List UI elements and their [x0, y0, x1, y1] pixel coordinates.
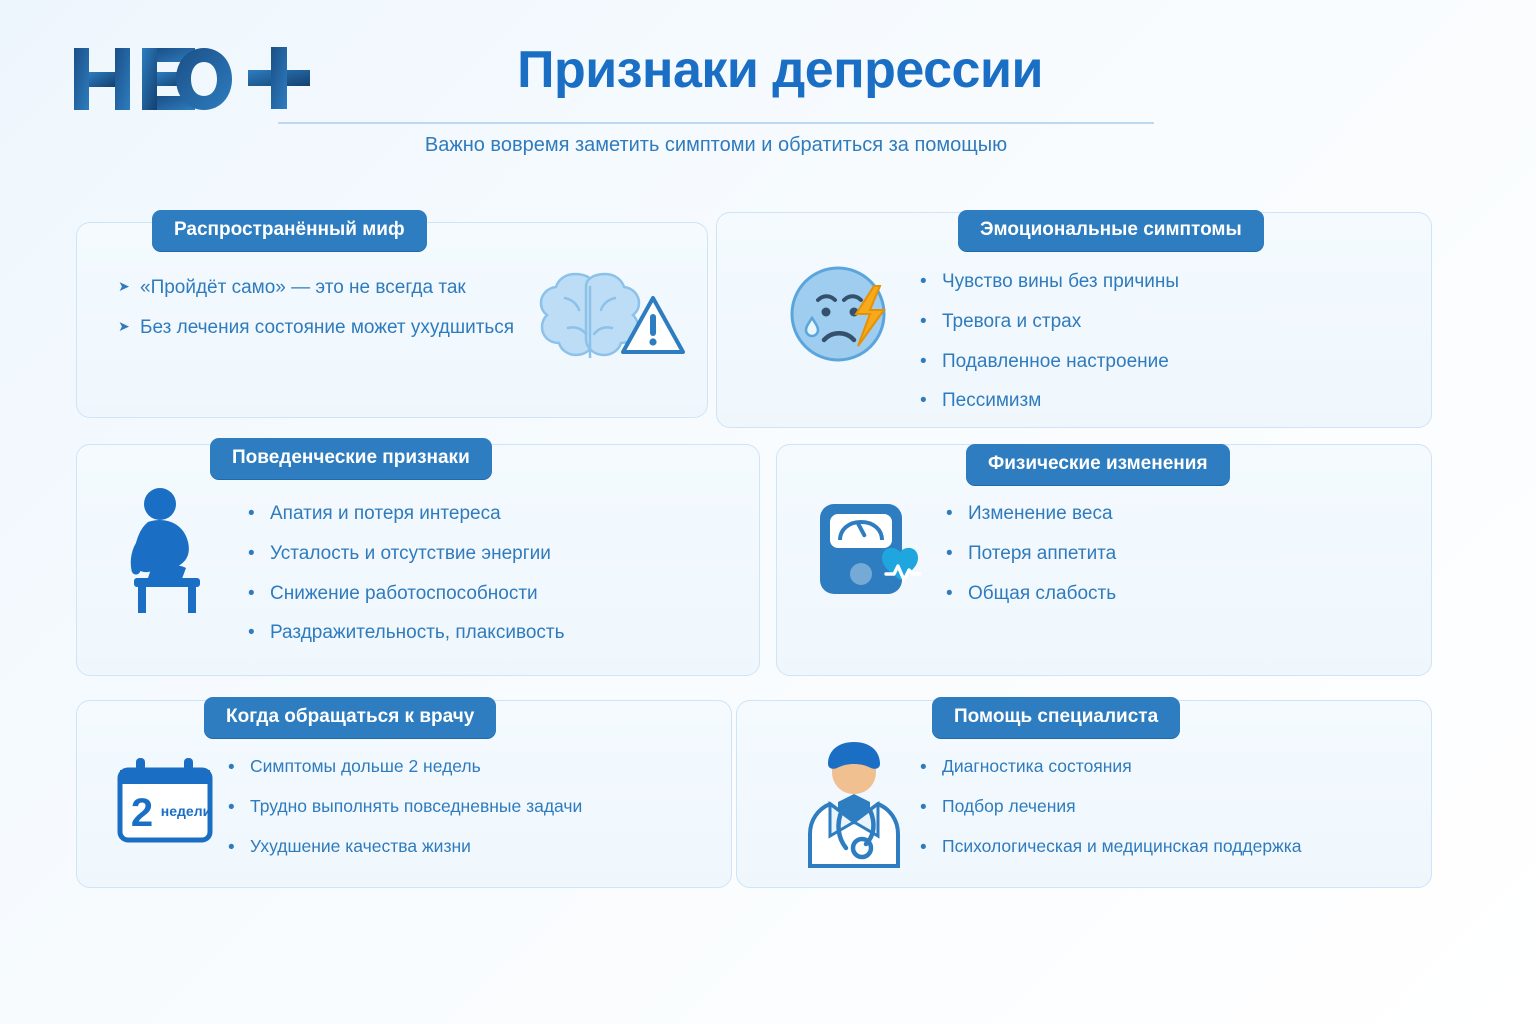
- dot-bullet-icon: •: [248, 622, 255, 644]
- list-item-label: Пессимизм: [942, 390, 1042, 412]
- dot-bullet-icon: •: [920, 350, 927, 372]
- bullet-list-myth: [118, 276, 514, 356]
- list-item: [920, 796, 1302, 820]
- card-title-help: Помощь специалиста: [932, 697, 1180, 738]
- list-item: [118, 316, 514, 340]
- dot-bullet-icon: •: [920, 836, 927, 858]
- bullet-list-when: [228, 756, 582, 875]
- list-item: [228, 796, 582, 820]
- dot-bullet-icon: •: [228, 757, 235, 778]
- dot-bullet-icon: •: [920, 757, 927, 778]
- list-item: [248, 542, 565, 566]
- dot-bullet-icon: •: [920, 796, 927, 818]
- dot-bullet-icon: •: [920, 390, 927, 412]
- list-item: [920, 270, 1179, 294]
- list-item-label: Усталость и отсутствие энергии: [270, 542, 551, 564]
- list-item: [946, 502, 1116, 526]
- dot-bullet-icon: •: [228, 796, 235, 818]
- list-item: [920, 310, 1179, 334]
- dot-bullet-icon: •: [248, 542, 255, 564]
- list-item: [248, 582, 565, 606]
- list-item-label: Чувство вины без причины: [942, 271, 1180, 292]
- list-item: [228, 756, 582, 780]
- list-item: [248, 502, 565, 526]
- dot-bullet-icon: •: [920, 271, 927, 292]
- poster-header: [0, 22, 1536, 156]
- card-title-when: Когда обращаться к врачу: [204, 697, 496, 738]
- list-item: [946, 542, 1116, 566]
- dot-bullet-icon: •: [248, 503, 255, 524]
- card-title-myth: Распространённый миф: [152, 210, 427, 251]
- list-item-label: Симптомы дольше 2 недель: [250, 756, 481, 776]
- page-subtitle: Важно вовремя заметить симптоми и обратиться за помощыю: [424, 134, 1008, 156]
- arrow-bullet-icon: ➤: [118, 278, 130, 294]
- card-title-physical: Физические изменения: [966, 444, 1230, 485]
- list-item: [920, 756, 1302, 780]
- sitting-person-icon: [112, 482, 232, 622]
- calendar-number: 2: [130, 791, 154, 835]
- list-item-label: Трудно выполнять повседневные задачи: [250, 795, 583, 816]
- list-item-label: Изменение веса: [968, 503, 1113, 524]
- list-item-label: Без лечения состояние может ухудшиться: [140, 316, 515, 338]
- list-item-label: Общая слабость: [968, 582, 1117, 604]
- list-item-label: Ухудшение качества жизни: [250, 835, 471, 856]
- doctor-icon: [790, 740, 920, 875]
- bullet-list-emotional: [920, 270, 1179, 429]
- card-title-emotional: Эмоциональные симптомы: [958, 210, 1264, 251]
- list-item: [920, 836, 1302, 860]
- list-item-label: Апатия и потеря интереса: [270, 503, 501, 524]
- dot-bullet-icon: •: [228, 836, 235, 858]
- arrow-bullet-icon: ➤: [118, 317, 130, 334]
- neo-plus-logo: [72, 42, 322, 118]
- list-item-label: Подбор лечения: [942, 795, 1076, 816]
- dot-bullet-icon: •: [920, 310, 927, 332]
- dot-bullet-icon: •: [946, 542, 953, 564]
- sad-face-icon: [782, 256, 902, 381]
- list-item: [228, 836, 582, 860]
- list-item: [946, 582, 1116, 606]
- brain-warning-icon: [520, 256, 690, 391]
- dot-bullet-icon: •: [946, 582, 953, 604]
- list-item-label: Психологическая и медицинская поддержка: [942, 835, 1302, 856]
- page-title: Признаки депрессии: [517, 41, 1043, 99]
- calendar-caption: недели: [160, 803, 212, 819]
- list-item-label: Тревога и страх: [942, 310, 1082, 332]
- bullet-list-physical: [946, 502, 1116, 621]
- list-item: [118, 276, 514, 300]
- list-item-label: Раздражительность, плаксивость: [270, 622, 565, 644]
- weight-scale-heart-icon: [812, 490, 932, 615]
- list-item-label: Подавленное настроение: [942, 350, 1169, 372]
- list-item-label: Диагностика состояния: [942, 756, 1132, 776]
- list-item: [920, 350, 1179, 374]
- bullet-list-help: [920, 756, 1302, 875]
- title-divider: [278, 122, 1154, 124]
- list-item-label: Снижение работоспособности: [270, 582, 538, 604]
- dot-bullet-icon: •: [946, 503, 953, 524]
- calendar-two-weeks-icon: [108, 754, 226, 854]
- bullet-list-behavior: [248, 502, 565, 661]
- list-item: [920, 389, 1179, 413]
- card-title-behavior: Поведенческие признаки: [210, 438, 492, 479]
- dot-bullet-icon: •: [248, 582, 255, 604]
- list-item-label: «Пройдёт само» — это не всегда так: [140, 277, 466, 298]
- list-item-label: Потеря аппетита: [968, 542, 1117, 564]
- list-item: [248, 621, 565, 645]
